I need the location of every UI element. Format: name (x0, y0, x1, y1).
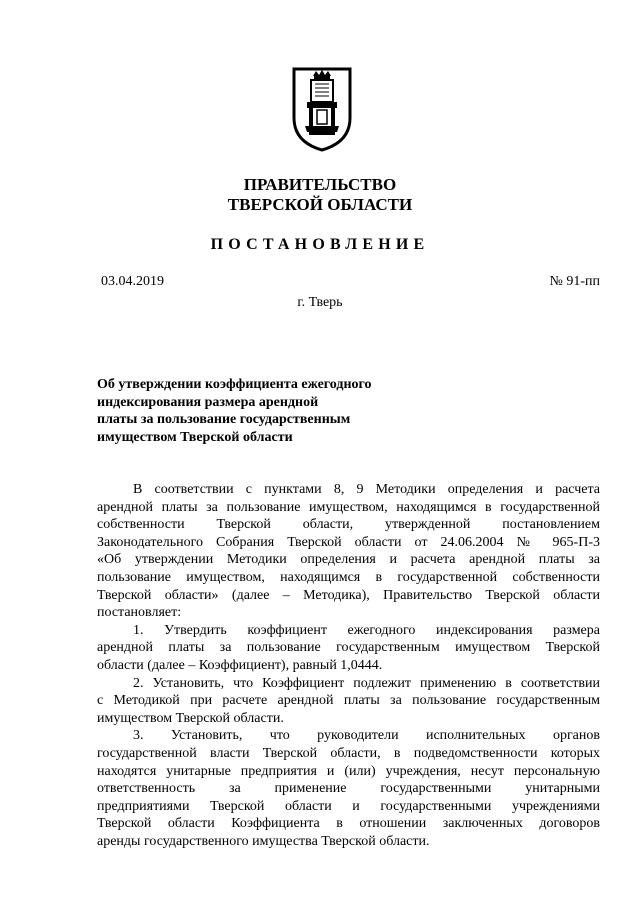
body-line: имуществом Тверской области. (97, 710, 284, 726)
document-date: 03.04.2019 (101, 274, 164, 289)
body-line: 1. Утвердить коэффициент ежегодного индексирования размера (133, 622, 600, 638)
body-line: 2. Установить, что Коэффициент подлежит применению в соответствии (133, 675, 600, 691)
subject-line: имуществом Тверской области (97, 429, 293, 445)
subject-line: индексирования размера арендной (97, 394, 319, 410)
document-number: № 91-пп (549, 274, 600, 289)
body-line: с Методикой при расчете арендной платы за пользование государственным (97, 693, 600, 709)
body-line: области (далее – Коэффициент), равный 1,0444. (97, 657, 383, 673)
body-line: 3. Установить, что руководители исполнительных органов (133, 728, 600, 744)
document-subject (97, 376, 372, 446)
body-line: собственности Тверской области, утвержденной постановлением (97, 517, 600, 533)
body-line: государственной власти Тверской области, в подведомственности которых (97, 745, 600, 761)
body-line: предприятиями Тверской области и государственными учреждениями (97, 798, 600, 814)
coat-of-arms-emblem (291, 66, 353, 152)
body-line: Тверской области Коэффициента в отношении заключенных договоров (97, 816, 600, 832)
body-line: В соответствии с пунктами 8, 9 Методики определения и расчета (133, 482, 600, 497)
document-type-heading: ПОСТАНОВЛЕНИЕ (210, 236, 430, 253)
body-line: находятся унитарные предприятия и (или) учреждения, несут персональную (97, 763, 600, 779)
government-name-line2: ТВЕРСКОЙ ОБЛАСТИ (227, 195, 413, 214)
body-line: арендной платы за пользование имуществом, находящимся в государственной (97, 499, 600, 515)
body-line: пользование имуществом, находящимся в государственной собственности (97, 569, 600, 585)
subject-line: платы за пользование государственным (97, 412, 351, 427)
body-line: аренды государственного имущества Тверской области. (97, 833, 430, 849)
body-line: «Об утверждении Методики определения и расчета арендной платы за (97, 552, 600, 568)
body-line: Законодательного Собрания Тверской области от 24.06.2004 № 965-П-3 (97, 534, 600, 550)
subject-line: Об утверждении коэффициента ежегодного (97, 377, 372, 392)
body-line: ответственность за применение государственными унитарными (97, 781, 600, 797)
body-line: Тверской области» (далее – Методика), Правительство Тверской области (97, 587, 600, 603)
document-body (97, 481, 600, 850)
body-line: арендной платы за пользование государственным имуществом Тверской (97, 640, 600, 656)
body-line: постановляет: (97, 605, 182, 621)
government-name-line1: ПРАВИТЕЛЬСТВО (243, 175, 397, 194)
document-city: г. Тверь (297, 295, 343, 310)
